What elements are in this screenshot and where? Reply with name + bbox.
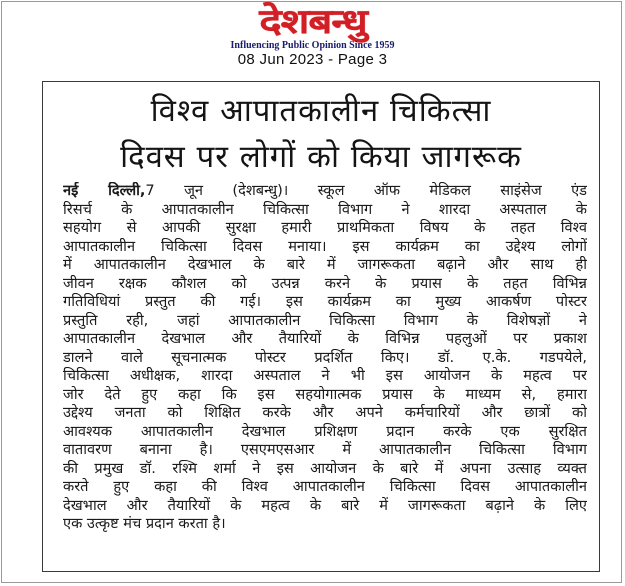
article-line-text: एक उत्कृष्ट मंच प्रदान करता है। xyxy=(63,515,226,532)
article-line-text: सहयोग से आपकी सुरक्षा हमारी प्राथमिकता विषय के तहत विश्व xyxy=(63,219,587,236)
article-line xyxy=(63,275,587,294)
article-line xyxy=(63,219,587,238)
article-line-text: चिकित्सा अधीक्षक, शारदा अस्पताल ने भी इस आयोजन के महत्व पर xyxy=(63,367,587,384)
article-line-text: में आपातकालीन देखभाल के बारे में जागरूकता बढ़ाने और साथ ही xyxy=(63,256,587,273)
article-line xyxy=(63,441,587,460)
article-place: नई दिल्ली, xyxy=(63,182,146,199)
article-body xyxy=(63,182,587,534)
article-line xyxy=(63,478,587,497)
article-line xyxy=(63,423,587,442)
edition-dateline: 08 Jun 2023 - Page 3 xyxy=(237,51,388,68)
article-line-text: की प्रमुख डॉ. रश्मि शर्मा ने इस आयोजन के बारे में अपना उत्साह व्यक्त xyxy=(63,459,587,477)
article-line xyxy=(63,293,587,312)
article-line-text: जीवन रक्षक कौशल को उत्पन्न करने के प्रयास के तहत विभिन्न xyxy=(63,274,587,292)
article-line-text: वातावरण बनाना है। एसएमएसआर में आपातकालीन चिकित्सा विभाग xyxy=(63,441,587,458)
article-line-text: उद्देश्य जनता को शिक्षित करके और अपने कर्मचारियों और छात्रों को xyxy=(63,404,587,421)
article-line xyxy=(63,460,587,479)
article-line xyxy=(63,238,587,257)
article-line-text: आपातकालीन देखभाल और तैयारियों के विभिन्न पहलुओं पर प्रकाश xyxy=(63,330,587,347)
article-line-text: आपातकालीन चिकित्सा दिवस मनाया। इस कार्यक्रम का उद्देश्य लोगों xyxy=(63,237,587,255)
article-line xyxy=(63,312,587,331)
article-line-text: आवश्यक आपातकालीन देखभाल प्रशिक्षण प्रदान करके एक सुरक्षित xyxy=(63,422,587,440)
article-line-text: रिसर्च के आपातकालीन चिकित्सा विभाग ने शारदा अस्पताल के xyxy=(63,200,587,218)
article-line xyxy=(63,201,587,220)
article-line-text: प्रस्तुति रही, जहां आपातकालीन चिकित्सा विभाग के विशेषज्ञों ने xyxy=(63,311,587,329)
article-line xyxy=(63,330,587,349)
article-line-text: 7 जून (देशबन्धु)। स्कूल ऑफ मेडिकल साइंसेज एंड xyxy=(145,182,587,199)
article-line xyxy=(63,349,587,368)
article-line xyxy=(63,515,587,534)
article-line-text: जोर देते हुए कहा कि इस सहयोगात्मक प्रयास के माध्यम से, हमारा xyxy=(63,385,587,403)
article-line xyxy=(63,404,587,423)
article-line xyxy=(63,182,587,201)
article-headline xyxy=(43,88,599,180)
article-line xyxy=(63,497,587,516)
article-line-text: डालने वाले सूचनात्मक पोस्टर प्रदर्शित किए। डॉ. ए.के. गडपयेले, xyxy=(63,348,587,366)
article-line xyxy=(63,256,587,275)
masthead-tagline: Influencing Public Opinion Since 1959 xyxy=(230,40,395,51)
article-line xyxy=(63,367,587,386)
article-line-text: गतिविधियां प्रस्तुत की गई। इस कार्यक्रम का मुख्य आकर्षण पोस्टर xyxy=(63,293,587,310)
headline-line-2: दिवस पर लोगों को किया जागरूक xyxy=(120,139,522,175)
article-line-text: देखभाल और तैयारियों के महत्व के बारे में जागरूकता बढ़ाने के लिए xyxy=(63,496,587,514)
article-line-text: करते हुए कहा की विश्व आपातकालीन चिकित्सा दिवस आपातकालीन xyxy=(63,478,587,495)
headline-line-1: विश्व आपातकालीन चिकित्सा xyxy=(150,93,492,129)
newspaper-logo: देशबन्धु xyxy=(258,2,367,42)
article-line xyxy=(63,386,587,405)
news-clipping xyxy=(42,81,600,572)
masthead xyxy=(0,4,625,40)
